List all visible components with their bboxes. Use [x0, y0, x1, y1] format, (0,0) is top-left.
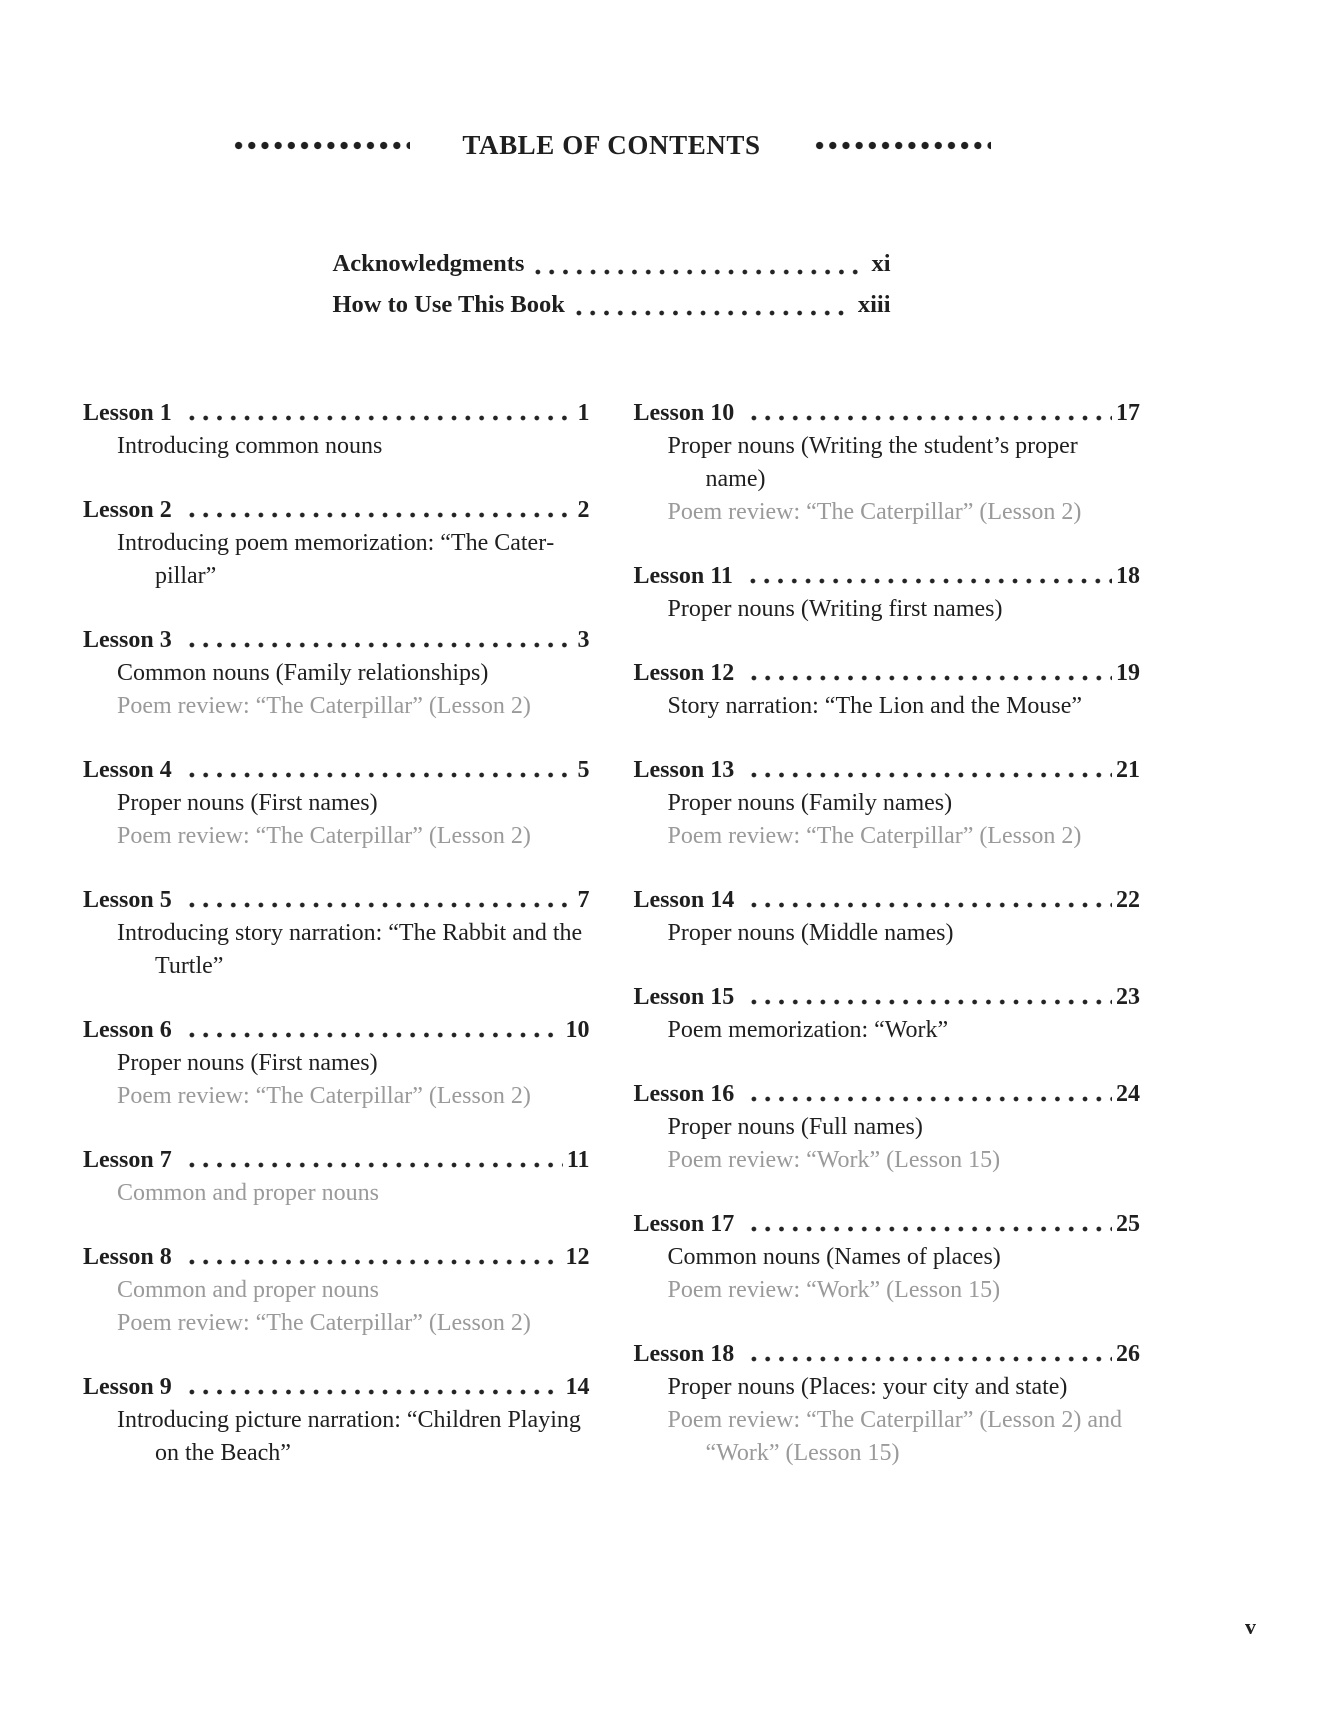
lesson-title: Lesson 16	[633, 1081, 735, 1107]
toc-entry-title-row	[83, 1014, 590, 1047]
lesson-page-number: 14	[565, 1374, 590, 1400]
lesson-title: Lesson 7	[83, 1147, 172, 1173]
lesson-subtitle: Proper nouns (First names)	[117, 1050, 378, 1076]
lesson-review-note: Poem review: “The Caterpillar” (Lesson 2)	[117, 693, 531, 719]
lesson-title: Lesson 4	[83, 757, 172, 783]
lesson-title: Lesson 8	[83, 1244, 172, 1270]
lesson-page-number: 10	[565, 1017, 590, 1043]
page-title: TABLE OF CONTENTS	[462, 130, 761, 160]
toc-entry	[83, 494, 590, 593]
toc-entry-title-row	[83, 1144, 590, 1177]
dot-leader-icon	[185, 1389, 562, 1395]
lesson-subtitle: Story narration: “The Lion and the Mouse”	[667, 693, 1083, 719]
lesson-title: Lesson 1	[83, 400, 172, 426]
lesson-subtitle: Proper nouns (Full names)	[667, 1114, 923, 1140]
dot-leader-icon	[572, 310, 852, 316]
front-matter-page-number: xi	[871, 250, 891, 277]
lesson-title: Lesson 18	[633, 1341, 735, 1367]
lesson-page-number: 12	[565, 1244, 590, 1270]
toc-entry	[83, 754, 590, 853]
toc-entry	[634, 1338, 1141, 1470]
toc-entry	[83, 397, 590, 463]
toc-entry-title-row	[634, 1208, 1141, 1241]
lesson-subtitle: Common nouns (Names of places)	[667, 1244, 1001, 1270]
toc-entry	[634, 754, 1141, 853]
lesson-page-number: 17	[1116, 400, 1140, 426]
toc-entry	[83, 1144, 590, 1210]
lesson-page-number: 26	[1116, 1341, 1140, 1367]
toc-entry	[634, 884, 1141, 950]
toc-column-left	[83, 397, 590, 1501]
lesson-review-note: Poem review: “The Caterpillar” (Lesson 2)	[667, 823, 1082, 849]
toc-entry	[634, 657, 1141, 723]
toc-entry	[634, 981, 1141, 1047]
toc-entry-title-row	[634, 884, 1141, 917]
lesson-title: Lesson 14	[633, 887, 735, 913]
lesson-page-number: 19	[1116, 660, 1140, 686]
lesson-page-number: 21	[1116, 757, 1140, 783]
lesson-subtitle: Proper nouns (Middle names)	[667, 920, 954, 946]
toc-entry	[83, 884, 590, 983]
dot-leader-icon	[747, 1096, 1112, 1102]
toc-entry	[634, 397, 1141, 529]
toc-entry-title-row	[634, 1078, 1141, 1111]
toc-entry	[83, 624, 590, 723]
toc-entry-title-row	[83, 1241, 590, 1274]
toc-entry-title-row	[83, 1371, 590, 1404]
lesson-subtitle: Proper nouns (Family names)	[667, 790, 953, 816]
toc-columns	[83, 397, 1140, 1501]
dot-leader-icon	[185, 1032, 562, 1038]
lesson-title: Lesson 2	[83, 497, 172, 523]
lesson-title: Lesson 17	[633, 1211, 735, 1237]
dot-leader-icon	[747, 415, 1112, 421]
front-matter-page-number: xiii	[857, 291, 891, 318]
dot-leader-icon	[747, 1356, 1112, 1362]
toc-entry	[634, 1078, 1141, 1177]
lesson-page-number: 18	[1116, 563, 1140, 589]
lesson-title: Lesson 15	[633, 984, 735, 1010]
lesson-page-number: 1	[577, 400, 590, 426]
lesson-review-note: Poem review: “Work” (Lesson 15)	[667, 1147, 1001, 1173]
lesson-page-number: 5	[577, 757, 590, 783]
lesson-title: Lesson 6	[83, 1017, 172, 1043]
lesson-page-number: 24	[1116, 1081, 1140, 1107]
lesson-page-number: 11	[566, 1147, 590, 1173]
lesson-page-number: 23	[1116, 984, 1140, 1010]
lesson-subtitle: Introducing picture narration: “Children Playing on the Beach”	[117, 1407, 581, 1466]
dot-leader-icon	[747, 999, 1112, 1005]
toc-entry-title-row	[634, 657, 1141, 690]
decorative-dots-right-icon	[813, 141, 991, 150]
folio-page-number: v	[1245, 1614, 1256, 1639]
toc-column-right	[634, 397, 1141, 1501]
front-matter-row	[333, 284, 891, 325]
front-matter-row	[333, 243, 891, 284]
dot-leader-icon	[185, 1259, 562, 1265]
lesson-subtitle: Common nouns (Family relationships)	[117, 660, 489, 686]
toc-entry-title-row	[83, 397, 590, 430]
toc-entry-title-row	[634, 560, 1141, 593]
dot-leader-icon	[185, 902, 574, 908]
lesson-title: Lesson 5	[83, 887, 172, 913]
dot-leader-icon	[747, 1226, 1112, 1232]
dot-leader-icon	[531, 269, 865, 275]
lesson-page-number: 3	[577, 627, 590, 653]
lesson-subtitle: Introducing common nouns	[117, 433, 383, 459]
lesson-subtitle: Introducing poem memorization: “The Caterpillar”	[117, 530, 555, 589]
lesson-review-note: Poem review: “The Caterpillar” (Lesson 2)	[117, 823, 531, 849]
front-matter-label: How to Use This Book	[332, 291, 565, 318]
toc-entry	[83, 1241, 590, 1340]
toc-entry	[83, 1014, 590, 1113]
lesson-subtitle: Proper nouns (Writing the student’s proper name)	[667, 433, 1078, 492]
lesson-review-note: Poem review: “The Caterpillar” (Lesson 2)	[117, 1310, 531, 1336]
front-matter-label: Acknowledgments	[332, 250, 525, 277]
toc-entry-title-row	[83, 884, 590, 917]
lesson-subtitle: Proper nouns (First names)	[117, 790, 378, 816]
lesson-title: Lesson 3	[83, 627, 172, 653]
lesson-title: Lesson 11	[633, 563, 733, 589]
lesson-review-note: Poem review: “Work” (Lesson 15)	[667, 1277, 1001, 1303]
toc-entry-title-row	[83, 754, 590, 787]
dot-leader-icon	[185, 512, 574, 518]
dot-leader-icon	[747, 902, 1112, 908]
dot-leader-icon	[185, 772, 574, 778]
dot-leader-icon	[746, 578, 1112, 584]
toc-entry	[83, 1371, 590, 1470]
toc-entry	[634, 1208, 1141, 1307]
lesson-title: Lesson 13	[633, 757, 735, 783]
lesson-review-note: Poem review: “The Caterpillar” (Lesson 2)	[667, 499, 1082, 525]
dot-leader-icon	[185, 1162, 563, 1168]
decorative-dots-left-icon	[232, 141, 410, 150]
toc-entry-title-row	[634, 1338, 1141, 1371]
toc-entry-title-row	[634, 397, 1141, 430]
dot-leader-icon	[747, 772, 1112, 778]
lesson-review-note: Common and proper nouns	[117, 1277, 379, 1303]
lesson-title: Lesson 12	[633, 660, 735, 686]
dot-leader-icon	[185, 415, 574, 421]
lesson-page-number: 7	[577, 887, 590, 913]
lesson-review-note: Poem review: “The Caterpillar” (Lesson 2)	[117, 1083, 531, 1109]
lesson-review-note: Poem review: “The Caterpillar” (Lesson 2) and “Work” (Lesson 15)	[667, 1407, 1122, 1466]
toc-entry-title-row	[634, 754, 1141, 787]
dot-leader-icon	[747, 675, 1112, 681]
toc-entry-title-row	[83, 494, 590, 527]
dot-leader-icon	[185, 642, 574, 648]
toc-entry-title-row	[83, 624, 590, 657]
front-matter	[333, 243, 891, 325]
page-header	[83, 130, 1140, 161]
toc-entry	[634, 560, 1141, 626]
lesson-review-note: Common and proper nouns	[117, 1180, 379, 1206]
lesson-subtitle: Proper nouns (Writing first names)	[667, 596, 1003, 622]
lesson-page-number: 25	[1116, 1211, 1140, 1237]
lesson-title: Lesson 10	[633, 400, 735, 426]
lesson-page-number: 22	[1116, 887, 1140, 913]
lesson-subtitle: Poem memorization: “Work”	[667, 1017, 949, 1043]
lesson-subtitle: Introducing story narration: “The Rabbit and the Turtle”	[117, 920, 583, 979]
toc-entry-title-row	[634, 981, 1141, 1014]
lesson-subtitle: Proper nouns (Places: your city and state)	[667, 1374, 1068, 1400]
lesson-title: Lesson 9	[83, 1374, 172, 1400]
lesson-page-number: 2	[577, 497, 590, 523]
